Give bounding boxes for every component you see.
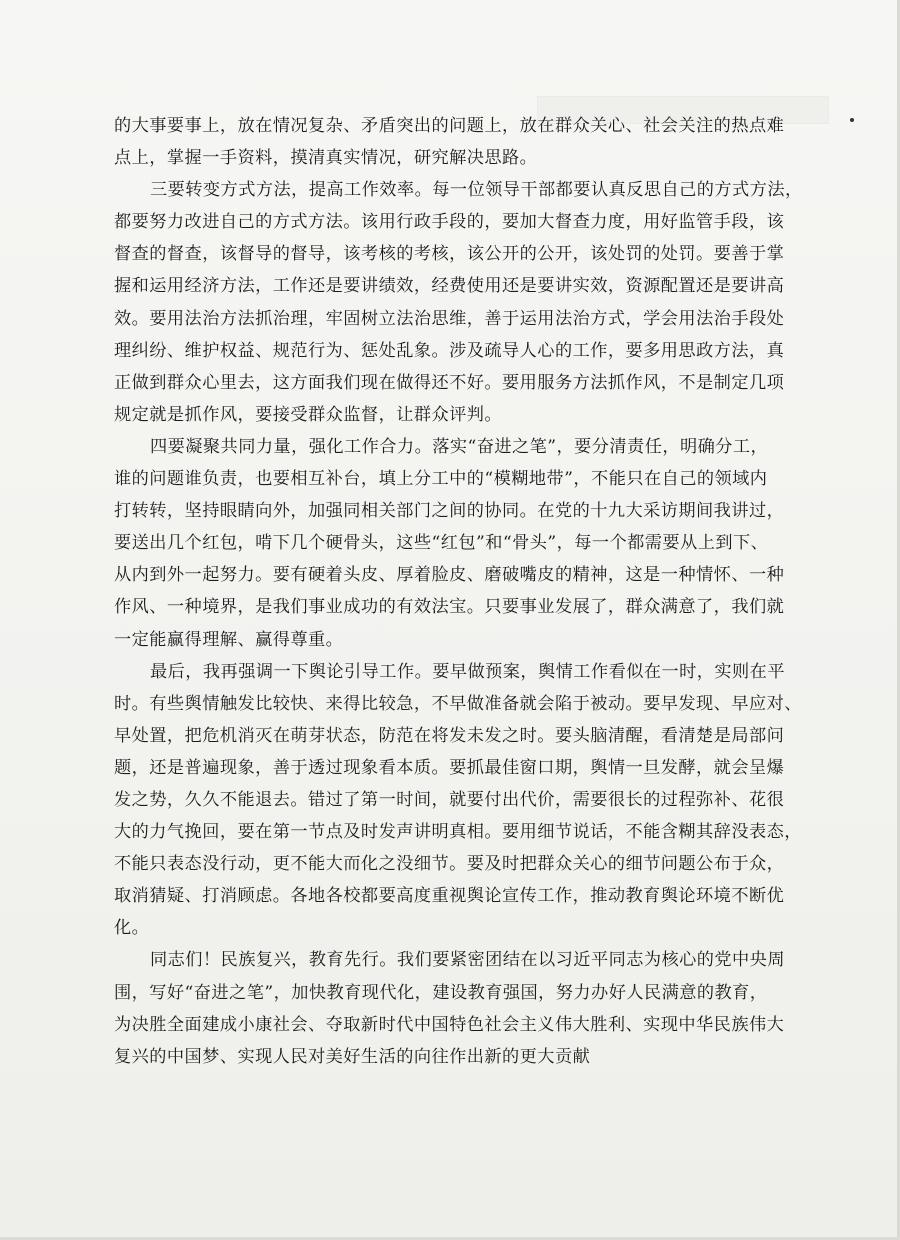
text-line: 取消猜疑、打消顾虑。各地各校都要高度重视舆论宣传工作，推动教育舆论环境不断优 xyxy=(114,886,785,907)
text-line: 督查的督查，该督导的督导，该考核的考核，该公开的公开，该处罚的处罚。要善于掌 xyxy=(114,244,785,265)
text-line: 效。要用法治方法抓治理，牢固树立法治思维，善于运用法治方式，学会用法治手段处 xyxy=(114,308,785,329)
text-line: 一定能赢得理解、赢得尊重。 xyxy=(114,629,344,650)
text-line: 握和运用经济方法，工作还是要讲绩效，经费使用还是要讲实效，资源配置还是要讲高 xyxy=(114,276,785,297)
text-line: 三要转变方式方法，提高工作效率。每一位领导干部都要认真反思自己的方式方法， xyxy=(150,180,803,201)
text-line: 大的力气挽回，要在第一节点及时发声讲明真相。要用细节说话，不能含糊其辞没表态， xyxy=(114,822,802,843)
text-line: 的大事要事上，放在情况复杂、矛盾突出的问题上，放在群众关心、社会关注的热点难 xyxy=(114,116,785,136)
paragraph-third-requirement xyxy=(114,174,824,431)
text-line: 正做到群众心里去，这方面我们现在做得还不好。要用服务方法抓作风，不是制定几项 xyxy=(114,372,785,393)
text-line: 规定就是抓作风，要接受群众监督，让群众评判。 xyxy=(114,404,503,425)
text-line: 四要凝聚共同力量，强化工作合力。落实“奋进之笔”，要分清责任，明确分工， xyxy=(150,436,769,457)
text-line: 围，写好“奋进之笔”，加快教育现代化，建设教育强国，努力办好人民满意的教育， xyxy=(114,982,768,1003)
paragraph-public-opinion xyxy=(114,656,824,945)
text-line: 时。有些舆情触发比较快、来得比较急，不早做准备就会陷于被动。要早发现、早应对、 xyxy=(114,693,802,714)
text-line: 发之势，久久不能退去。错过了第一时间，就要付出代价，需要很长的过程弥补、花很 xyxy=(114,789,785,810)
paragraph-closing xyxy=(114,944,824,1072)
text-line: 都要努力改进自己的方式方法。该用行政手段的，要加大督查力度，用好监管手段，该 xyxy=(114,212,785,233)
text-line: 早处置，把危机消灭在萌芽状态，防范在将发未发之时。要头脑清醒，看清楚是局部问 xyxy=(114,725,785,746)
text-line: 化。 xyxy=(114,918,150,939)
text-line: 谁的问题谁负责，也要相互补台，填上分工中的“模糊地带”，不能只在自己的领域内 xyxy=(114,469,768,490)
text-line: 理纠纷、维护权益、规范行为、惩处乱象。涉及疏导人心的工作，要多用思政方法，真 xyxy=(114,340,785,361)
paragraph-continuation xyxy=(114,110,824,174)
text-line: 要送出几个红包，啃下几个硬骨头，这些“红包”和“骨头”，每一个都需要从上到下、 xyxy=(114,533,769,554)
text-line: 点上，掌握一手资料，摸清真实情况，研究解决思路。 xyxy=(114,148,538,169)
text-line: 从内到外一起努力。要有硬着头皮、厚着脸皮、磨破嘴皮的精神，这是一种情怀、一种 xyxy=(114,565,785,586)
text-line: 同志们！民族复兴，教育先行。我们要紧密团结在以习近平同志为核心的党中央周 xyxy=(150,950,785,971)
text-line: 打转转，坚持眼睛向外，加强同相关部门之间的协同。在党的十九大采访期间我讲过， xyxy=(114,501,785,522)
text-line: 题，还是普遍现象，善于透过现象看本质。要抓最佳窗口期，舆情一旦发酵，就会呈爆 xyxy=(114,757,785,778)
text-line: 作风、一种境界，是我们事业成功的有效法宝。只要事业发展了，群众满意了，我们就 xyxy=(114,597,785,618)
text-line: 复兴的中国梦、实现人民对美好生活的向往作出新的更大贡献 xyxy=(114,1046,591,1067)
document-body xyxy=(114,110,824,1073)
text-line: 最后，我再强调一下舆论引导工作。要早做预案，舆情工作看似在一时，实则在平 xyxy=(150,661,785,682)
scan-speck xyxy=(850,118,854,122)
text-line: 不能只表态没行动，更不能大而化之没细节。要及时把群众关心的细节问题公布于众， xyxy=(114,854,785,875)
paragraph-fourth-requirement xyxy=(114,431,824,656)
text-line: 为决胜全面建成小康社会、夺取新时代中国特色社会主义伟大胜利、实现中华民族伟大 xyxy=(114,1014,785,1035)
